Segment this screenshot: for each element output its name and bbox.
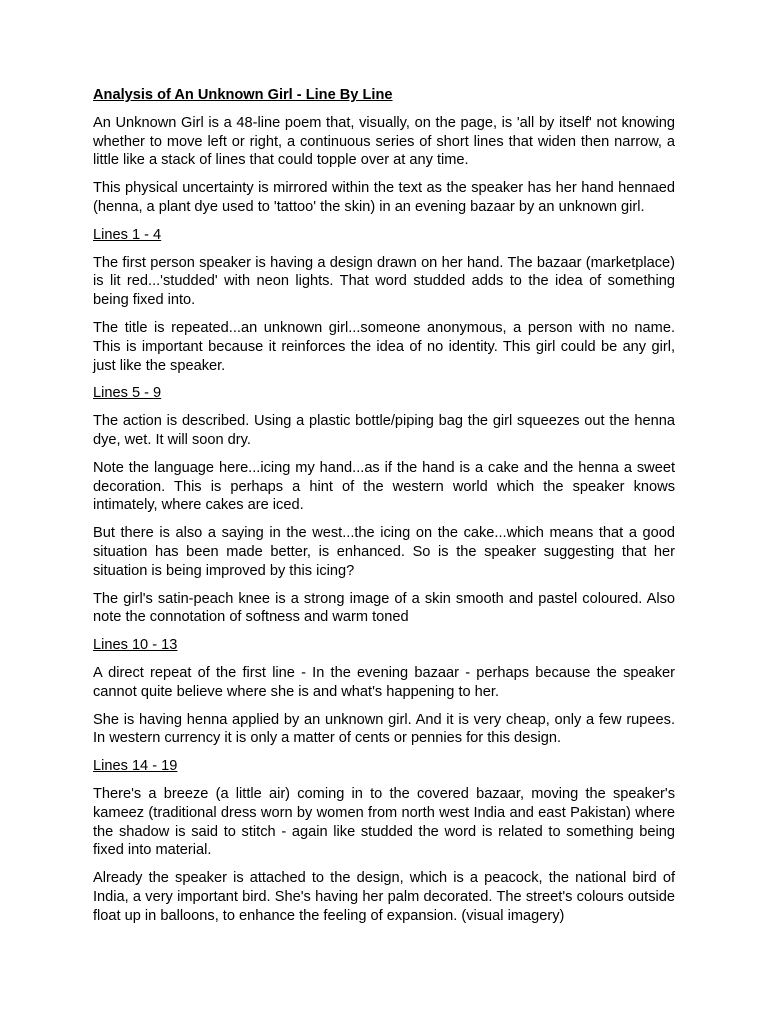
section-paragraph: A direct repeat of the first line - In the evening bazaar - perhaps because the speaker cannot quite believe where she is and what's happening to her. — [93, 664, 675, 700]
section-paragraph: She is having henna applied by an unknown girl. And it is very cheap, only a few rupees. In western currency it is only a matter of cents or pennies for this design. — [93, 711, 675, 747]
document-title: Analysis of An Unknown Girl - Line By Line — [93, 87, 393, 103]
intro-paragraph: This physical uncertainty is mirrored within the text as the speaker has her hand hennaed (henna, a plant dye used to 'tattoo' the skin) in an evening bazaar by an unknown girl. — [93, 180, 675, 215]
section-paragraph: Note the language here...icing my hand...as if the hand is a cake and the henna a sweet decoration. This is perhaps a hint of the western world which the speaker knows intimately, where cakes are iced. — [93, 459, 675, 514]
section-heading: Lines 10 - 13 — [93, 637, 178, 654]
section-paragraph: The action is described. Using a plastic bottle/piping bag the girl squeezes out the henna dye, wet. It will soon dry. — [93, 413, 675, 448]
section-paragraph: The girl's satin-peach knee is a strong image of a skin smooth and pastel coloured. Also note the connotation of softness and warm toned — [93, 590, 675, 626]
section-paragraph: Already the speaker is attached to the design, which is a peacock, the national bird of India, a very important bird. She's having her palm decorated. The street's colours outside float up in balloons, to enhance the feeling of expansion. (visual imagery) — [93, 870, 675, 924]
section-paragraph: But there is also a saying in the west...the icing on the cake...which means that a good situation has been made better, is enhanced. So is the speaker suggesting that her situation is being improved by this icing? — [93, 525, 675, 579]
document-body — [93, 86, 675, 934]
intro-paragraph: An Unknown Girl is a 48-line poem that, visually, on the page, is 'all by itself' not knowing whether to move left or right, a continuous series of short lines that widen then narrow, a little like a stack of lines that could topple over at any time. — [93, 114, 675, 169]
section-paragraph: The first person speaker is having a design drawn on her hand. The bazaar (marketplace) is lit red...'studded' with neon lights. That word studded adds to the idea of something being fixed into. — [93, 254, 675, 309]
section-heading: Lines 14 - 19 — [93, 758, 178, 775]
section-paragraph: The title is repeated...an unknown girl...someone anonymous, a person with no name. This is important because it reinforces the idea of no identity. This girl could be any girl, just like the speaker. — [93, 319, 675, 374]
section-heading: Lines 5 - 9 — [93, 385, 162, 402]
section-paragraph: There's a breeze (a little air) coming in to the covered bazaar, moving the speaker's kameez (traditional dress worn by women from north west India and east Pakistan) where the shadow is said to stitch - again like studded the word is related to something being fixed into material. — [93, 785, 675, 859]
section-heading: Lines 1 - 4 — [93, 226, 162, 243]
